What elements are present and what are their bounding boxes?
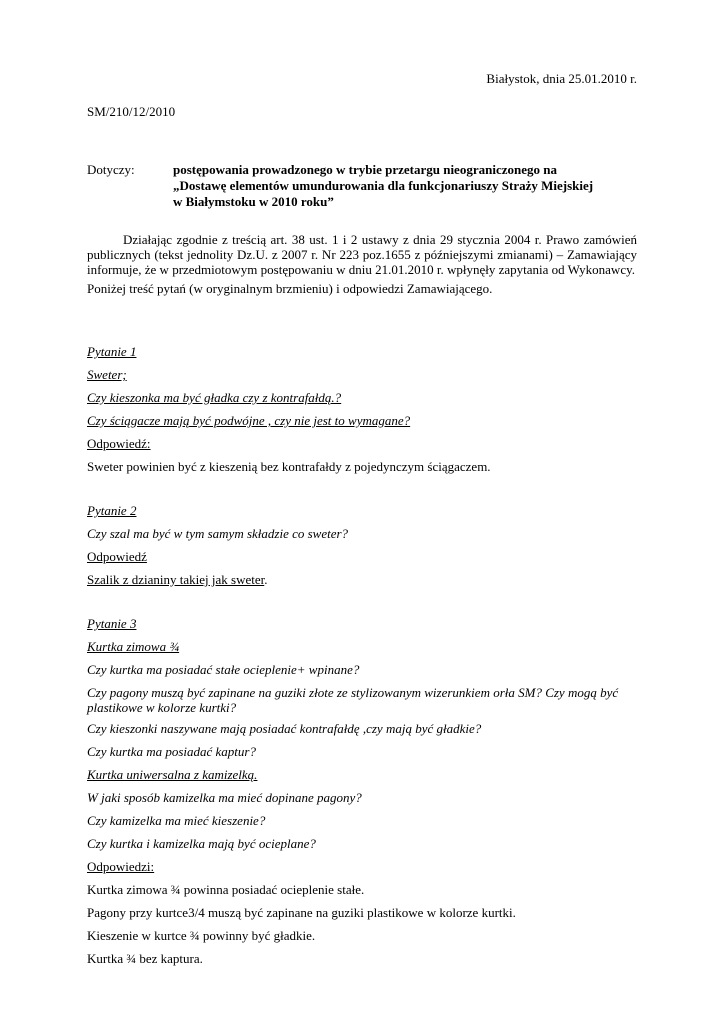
- subject-line: postępowania prowadzonego w trybie przetargu nieograniczonego na: [173, 162, 557, 177]
- date-line: Białystok, dnia 25.01.2010 r.: [486, 71, 637, 86]
- question-text: Czy kieszonka ma być gładka czy z kontrafałdą.?: [87, 390, 342, 405]
- answer-text: Pagony przy kurtce3/4 muszą być zapinane na guziki plastikowe w kolorze kurtki.: [87, 905, 516, 920]
- question-heading: Pytanie 3: [87, 616, 137, 631]
- answer-line: [87, 572, 647, 595]
- question-text: Czy kamizelka ma mieć kieszenie?: [87, 813, 266, 828]
- intro-paragraph: Poniżej treść pytań (w oryginalnym brzmieniu) i odpowiedzi Zamawiającego.: [87, 281, 493, 296]
- subject-line: „Dostawę elementów umundurowania dla funkcjonariuszy Straży Miejskiej: [173, 178, 594, 193]
- question-text: Czy pagony muszą być zapinane na guziki złote ze stylizowanym wizerunkiem orła SM? Czy mogą być plastikowe w kolorze kurtki?: [87, 685, 619, 715]
- question-text: Czy kieszonki naszywane mają posiadać kontrafałdę ,czy mają być gładkie?: [87, 721, 482, 736]
- answer-text: Szalik z dzianiny takiej jak sweter: [87, 572, 265, 587]
- question-text: Czy kurtka ma posiadać stałe ocieplenie+ wpinane?: [87, 662, 360, 677]
- reference-number: SM/210/12/2010: [87, 104, 176, 119]
- answer-text: Kieszenie w kurtce ¾ powinny być gładkie.: [87, 928, 316, 943]
- question-item: Kurtka zimowa ¾: [87, 639, 180, 654]
- question-item: Kurtka uniwersalna z kamizelką.: [87, 767, 258, 782]
- question-text: Czy kurtka ma posiadać kaptur?: [87, 744, 256, 759]
- answer-label: Odpowiedź:: [87, 436, 151, 451]
- subject-label: Dotyczy:: [87, 162, 135, 177]
- intro-paragraph: Działając zgodnie z treścią art. 38 ust. 1 i 2 ustawy z dnia 29 stycznia 2004 r. Prawo zamówień publicznych (tekst jednolity Dz.U. z 2007 r. Nr 223 poz.1655 z późniejszymi zmianami) – Zamawiający informuje, że w przedmiotowym postępowaniu w dniu 21.01.2010 r. wpłynęły zapytania od Wykonawcy.: [87, 232, 637, 277]
- answer-text: Sweter powinien być z kieszenią bez kontrafałdy z pojedynczym ściągaczem.: [87, 459, 491, 474]
- question-text: Czy szal ma być w tym samym składzie co sweter?: [87, 526, 349, 541]
- question-2: [87, 503, 647, 595]
- answer-label: Odpowiedź: [87, 549, 147, 564]
- question-heading: Pytanie 2: [87, 503, 137, 518]
- question-text: W jaki sposób kamizelka ma mieć dopinane pagony?: [87, 790, 362, 805]
- question-heading: Pytanie 1: [87, 344, 137, 359]
- subject-line: w Białymstoku w 2010 roku”: [173, 194, 334, 209]
- question-text: Czy kurtka i kamizelka mają być ocieplane?: [87, 836, 316, 851]
- answer-end: .: [264, 572, 268, 587]
- answer-text: Kurtka ¾ bez kaptura.: [87, 951, 203, 966]
- question-3: [87, 616, 647, 974]
- question-text: Czy ściągacze mają być podwójne , czy nie jest to wymagane?: [87, 413, 411, 428]
- answer-label: Odpowiedzi:: [87, 859, 155, 874]
- question-item: Sweter;: [87, 367, 127, 382]
- answer-text: Kurtka zimowa ¾ powinna posiadać ocieplenie stałe.: [87, 882, 365, 897]
- question-1: [87, 344, 647, 482]
- subject-text: [173, 162, 593, 210]
- intro: [87, 232, 637, 296]
